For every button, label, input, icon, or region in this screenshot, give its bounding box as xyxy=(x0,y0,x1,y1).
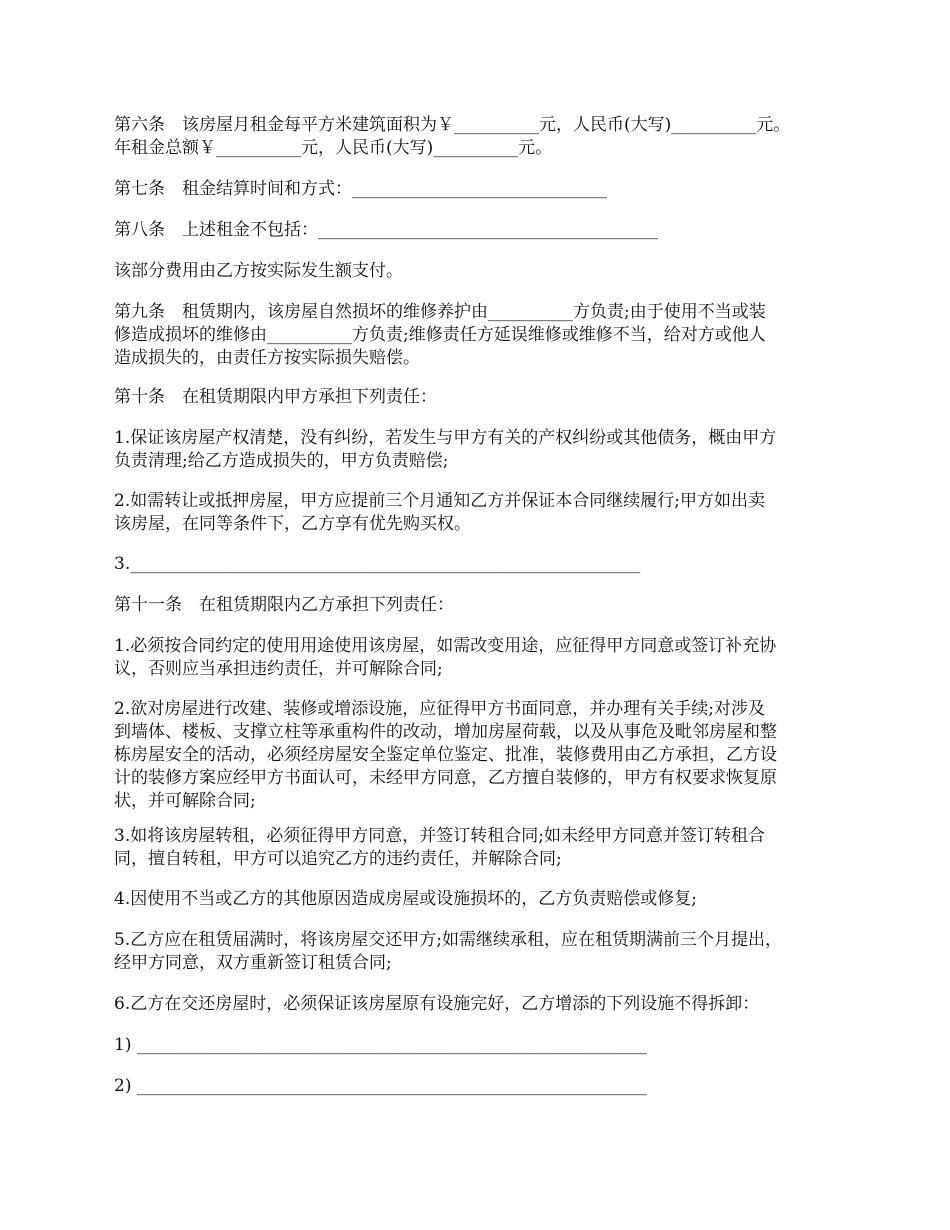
facility-item-2-blank: 2) ____________________________________________________________ xyxy=(114,1076,647,1096)
tenant-duty-1: 1.必须按合同约定的使用用途使用该房屋，如需改变用途，应征得甲方同意或签订补充协 议，否则应当承担违约责任，并可解除合同; xyxy=(114,636,777,679)
fee-note-paragraph: 该部分费用由乙方按实际发生额支付。 xyxy=(114,261,403,281)
landlord-duty-3-blank: 3.____________________________________________________________ xyxy=(114,554,641,574)
landlord-duty-1: 1.保证该房屋产权清楚，没有纠纷，若发生与甲方有关的产权纠纷或其他债务，概由甲方 负责清理;给乙方造成损失的，甲方负责赔偿; xyxy=(114,428,777,471)
article-9-paragraph: 第九条 租赁期内，该房屋自然损坏的维修养护由__________方负责;由于使用不当或装 修造成损坏的维修由__________方负责;维修责任方延误维修或维修不当，给对方或他人 造成损失的，由责任方按实际损失赔偿。 xyxy=(114,302,766,368)
landlord-duty-2: 2.如需转让或抵押房屋，甲方应提前三个月通知乙方并保证本合同继续履行;甲方如出卖 该房屋，在同等条件下，乙方享有优先购买权。 xyxy=(114,491,765,534)
tenant-duty-3: 3.如将该房屋转租，必须征得甲方同意，并签订转租合同;如未经甲方同意并签订转租合 同，擅自转租，甲方可以追究乙方的违约责任，并解除合同; xyxy=(114,826,765,869)
tenant-duty-4: 4.因使用不当或乙方的其他原因造成房屋或设施损坏的，乙方负责赔偿或修复; xyxy=(114,889,697,909)
facility-item-1-blank: 1) ____________________________________________________________ xyxy=(114,1035,647,1055)
article-8-paragraph: 第八条 上述租金不包括：________________________________________ xyxy=(114,220,658,240)
tenant-duty-5: 5.乙方应在租赁届满时，将该房屋交还甲方;如需继续承租，应在租赁期满前三个月提出， 经甲方同意，双方重新签订租赁合同; xyxy=(114,930,782,973)
tenant-duty-2: 2.欲对房屋进行改建、装修或增添设施，应征得甲方书面同意，并办理有关手续;对涉及 到墙体、楼板、支撑立柱等承重构件的改动，增加房屋荷载，以及从事危及毗邻房屋和整 栋房屋安全的活动，必须经房屋安全鉴定单位鉴定、批准，装修费用由乙方承担，乙方设 计的装修方案应经甲方书面认可，未经甲方同意，乙方擅自装修的，甲方有权要求恢复原 状，并可解除合同; xyxy=(114,699,777,811)
article-6-paragraph: 第六条 该房屋月租金每平方米建筑面积为￥__________元，人民币(大写)__________元。 年租金总额￥__________元，人民币(大写)__________元。 xyxy=(114,115,791,158)
article-11-heading: 第十一条 在租赁期限内乙方承担下列责任： xyxy=(114,595,454,615)
article-7-paragraph: 第七条 租金结算时间和方式：______________________________ xyxy=(114,179,607,199)
article-10-heading: 第十条 在租赁期限内甲方承担下列责任： xyxy=(114,387,437,407)
tenant-duty-6: 6.乙方在交还房屋时，必须保证该房屋原有设施完好，乙方增添的下列设施不得拆卸： xyxy=(114,994,760,1014)
